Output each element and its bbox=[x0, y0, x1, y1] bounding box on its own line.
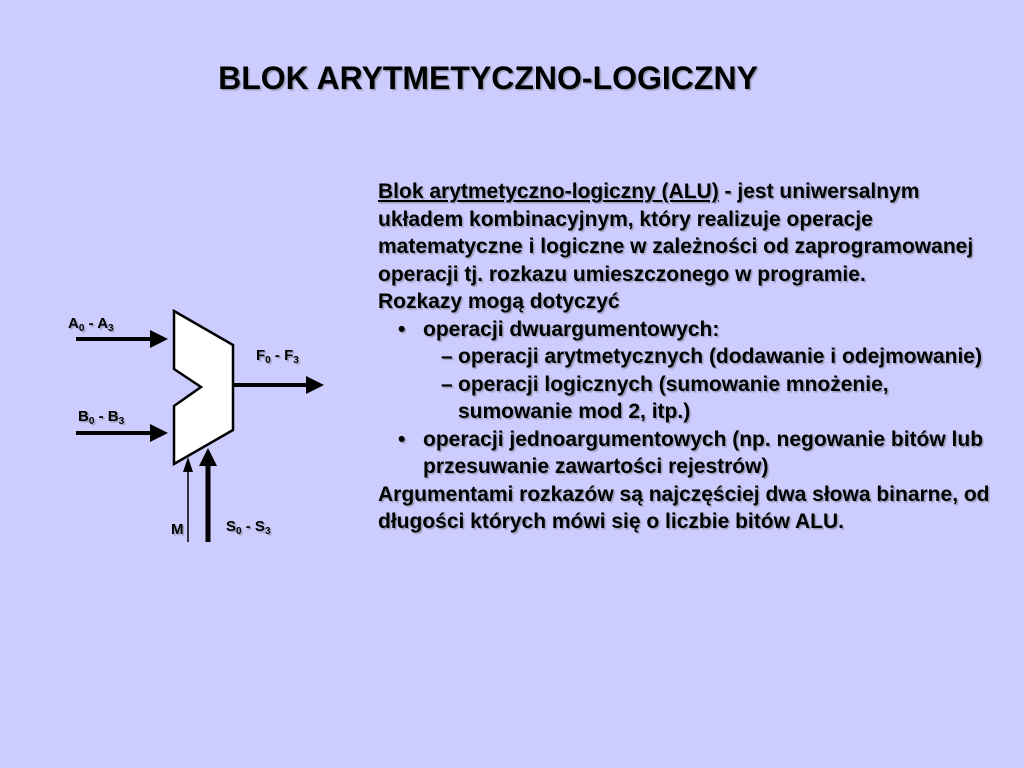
bullet-binary-ops: • operacji dwuargumentowych: bbox=[378, 316, 998, 344]
label-select-s: $S_0 - S_3$ bbox=[226, 518, 271, 537]
mode-m-arrow bbox=[183, 457, 193, 542]
closing-paragraph: Argumentami rozkazów są najczęściej dwa słowa binarne, od długości których mówi się o liczbie bitów ALU. bbox=[378, 482, 990, 533]
label-output-f: $F_0 - F_3$ bbox=[256, 347, 299, 366]
dash-icon: – bbox=[441, 345, 453, 368]
intro-paragraph: Blok arytmetyczno-logiczny (ALU) - jest uniwersalnym układem kombinacyjnym, który realizuje operacje matematyczne i logiczne w zależności od zaprogramowanej operacji tj. rozkazu umieszczonego w programie. bbox=[378, 180, 974, 286]
dash-icon: – bbox=[441, 372, 453, 396]
slide-title: BLOK ARYTMETYCZNO-LOGICZNY bbox=[218, 60, 758, 96]
sub-bullet-arithmetic: – operacji arytmetycznych (dodawanie i odejmowanie) bbox=[378, 343, 998, 371]
body-text bbox=[378, 178, 998, 536]
label-input-a: $A_0 - A_3$ bbox=[68, 315, 114, 334]
output-f-arrow bbox=[233, 376, 324, 394]
alu-block bbox=[174, 311, 233, 464]
commands-intro: Rozkazy mogą dotyczyć bbox=[378, 290, 620, 313]
alu-diagram bbox=[0, 0, 360, 560]
sub-bullet-logic: – operacji logicznych (sumowanie mnożenie, sumowanie mod 2, itp.) bbox=[441, 372, 889, 423]
bullet-icon: • bbox=[398, 317, 406, 341]
label-mode-m: M bbox=[171, 521, 184, 538]
select-s-arrow bbox=[199, 448, 217, 542]
bullet-icon: • bbox=[398, 427, 406, 451]
label-input-b: $B_0 - B_3$ bbox=[78, 408, 125, 427]
alu-term: Blok arytmetyczno-logiczny (ALU) bbox=[378, 180, 719, 203]
bullet-unary-ops: • operacji jednoargumentowych (np. negowanie bitów lub przesuwanie zawartości rejestrów) bbox=[398, 427, 984, 478]
